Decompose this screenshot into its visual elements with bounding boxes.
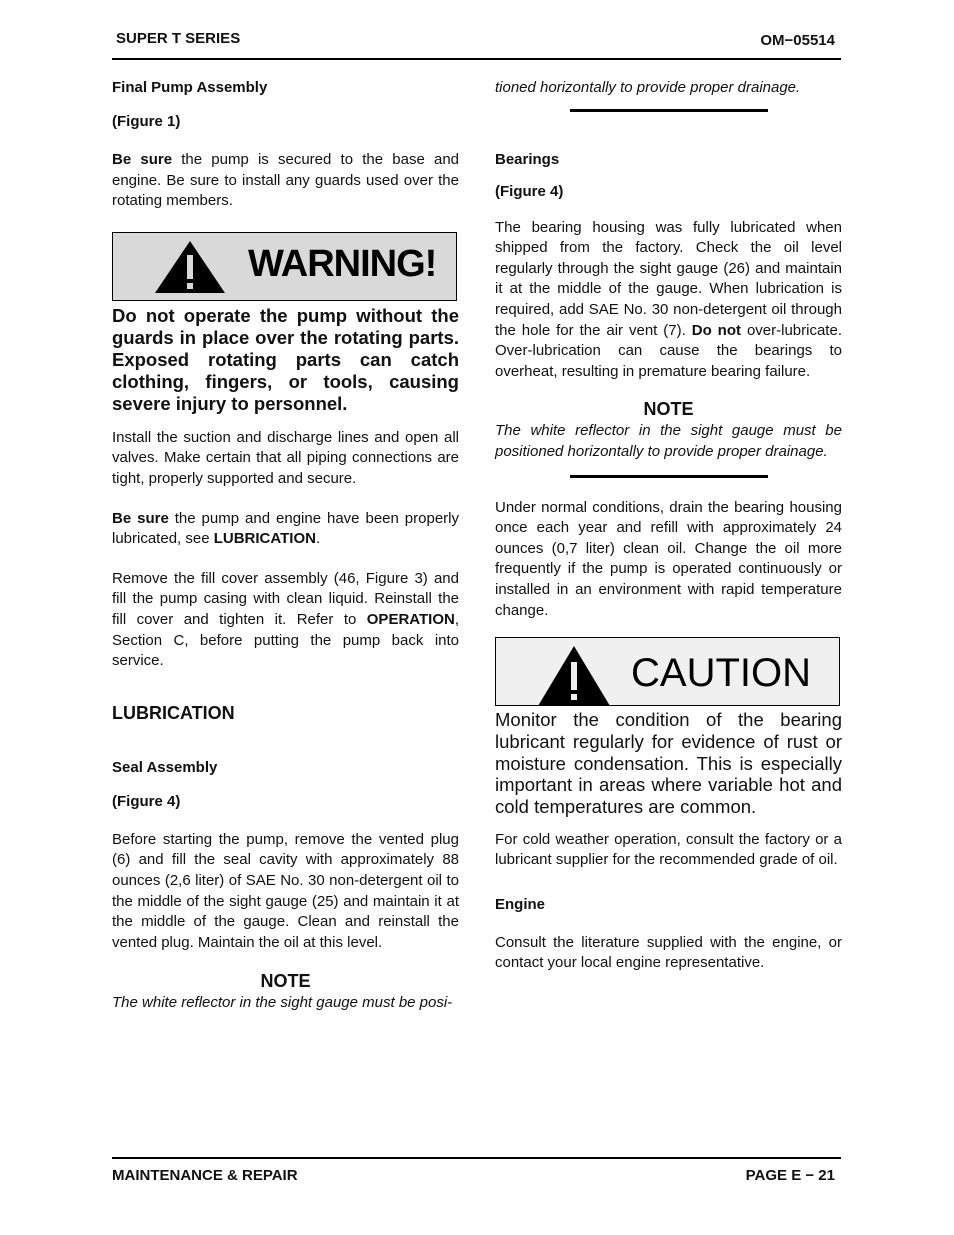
- note-title: NOTE: [643, 399, 694, 420]
- bearings-title: Bearings: [495, 150, 560, 168]
- note-end-rule: [570, 109, 768, 112]
- paragraph-bearing-housing: The bearing housing was fully lubricated when shipped from the factory. Check the oil level regularly through the sight gauge (26) and maintain it at the middle of the gauge. When lubrication is required, add SAE No. 30 non-detergent oil through the hole for the air vent (7). Do not over-lubricate. Over-lubrication can cause the bearings to overheat, resulting in premature bearing failure.: [495, 218, 842, 380]
- page-number: PAGE E − 21: [745, 1167, 835, 1184]
- page-header: [112, 30, 841, 60]
- paragraph-drain-bearing: Under normal conditions, drain the bearing housing once each year and refill with approximately 24 ounces (0,7 liter) clean oil. Change the oil more frequently if the pump is operated continuously or installed in an environment with rapid temperature change.: [495, 498, 842, 619]
- note-text: The white reflector in the sight gauge must be positioned horizontally to provide proper drainage.: [495, 422, 842, 460]
- note-title: NOTE: [260, 971, 311, 992]
- page-footer: [112, 1157, 841, 1187]
- paragraph-secure-pump: Be sure the pump is secured to the base and engine. Be sure to install any guards used over the rotating members.: [112, 151, 459, 210]
- paragraph-lubricated: Be sure the pump and engine have been properly lubricated, see LUBRICATION.: [112, 509, 459, 548]
- caution-label: CAUTION: [631, 651, 811, 696]
- warning-triangle-icon: [155, 241, 225, 293]
- operation-reference: OPERATION: [366, 610, 455, 628]
- engine-title: Engine: [495, 895, 546, 913]
- caution-triangle-icon: [538, 646, 610, 706]
- section-name: MAINTENANCE & REPAIR: [112, 1167, 298, 1184]
- right-column: [495, 78, 842, 974]
- final-assembly-title: Final Pump Assembly: [112, 79, 268, 96]
- note-end-rule: [570, 475, 768, 478]
- seal-assembly-figure-ref: (Figure 4): [112, 792, 181, 810]
- left-column: [112, 78, 459, 1014]
- paragraph-seal-oil: Before starting the pump, remove the vented plug (6) and fill the seal cavity with approximately 88 ounces (2,6 liter) of SAE No. 30 non-detergent oil to the middle of the sight gauge (25) and maintain it at the middle of the gauge. Clean and reinstall the vented plug. Maintain the oil at this level.: [112, 830, 459, 951]
- manual-number: OM−05514: [760, 32, 835, 49]
- final-assembly-figure-ref: (Figure 1): [112, 113, 181, 130]
- note-text-start: The white reflector in the sight gauge must be posi-: [112, 994, 453, 1012]
- note-text-continued: tioned horizontally to provide proper drainage.: [495, 79, 801, 96]
- paragraph-cold-weather: For cold weather operation, consult the factory or a lubricant supplier for the recommended grade of oil.: [495, 830, 842, 869]
- series-title: SUPER T SERIES: [116, 30, 241, 47]
- lubrication-reference: LUBRICATION: [213, 530, 316, 548]
- caution-message: Monitor the condition of the bearing lubricant regularly for evidence of rust or moisture condensation. This is especially important in areas where variable hot and cold temperatures are common.: [495, 709, 842, 817]
- bearings-figure-ref: (Figure 4): [495, 182, 564, 200]
- lubrication-heading: LUBRICATION: [112, 702, 235, 723]
- paragraph-engine: Consult the literature supplied with the engine, or contact your local engine representative.: [495, 933, 842, 972]
- seal-assembly-title: Seal Assembly: [112, 758, 218, 776]
- paragraph-fill-cover: Remove the fill cover assembly (46, Figure 3) and fill the pump casing with clean liquid. Reinstall the fill cover and tighten it. Refer to OPERATION, Section C, before putting the pump back into service.: [112, 569, 459, 670]
- paragraph-install-lines: Install the suction and discharge lines and open all valves. Make certain that all piping connections are tight, properly supported and secure.: [112, 428, 459, 487]
- warning-label: WARNING!: [248, 242, 437, 285]
- warning-banner: [112, 232, 457, 301]
- warning-message: Do not operate the pump without the guards in place over the rotating parts. Exposed rotating parts can catch clothing, fingers, or tools, causing severe injury to personnel.: [112, 304, 459, 414]
- caution-banner: [495, 637, 840, 706]
